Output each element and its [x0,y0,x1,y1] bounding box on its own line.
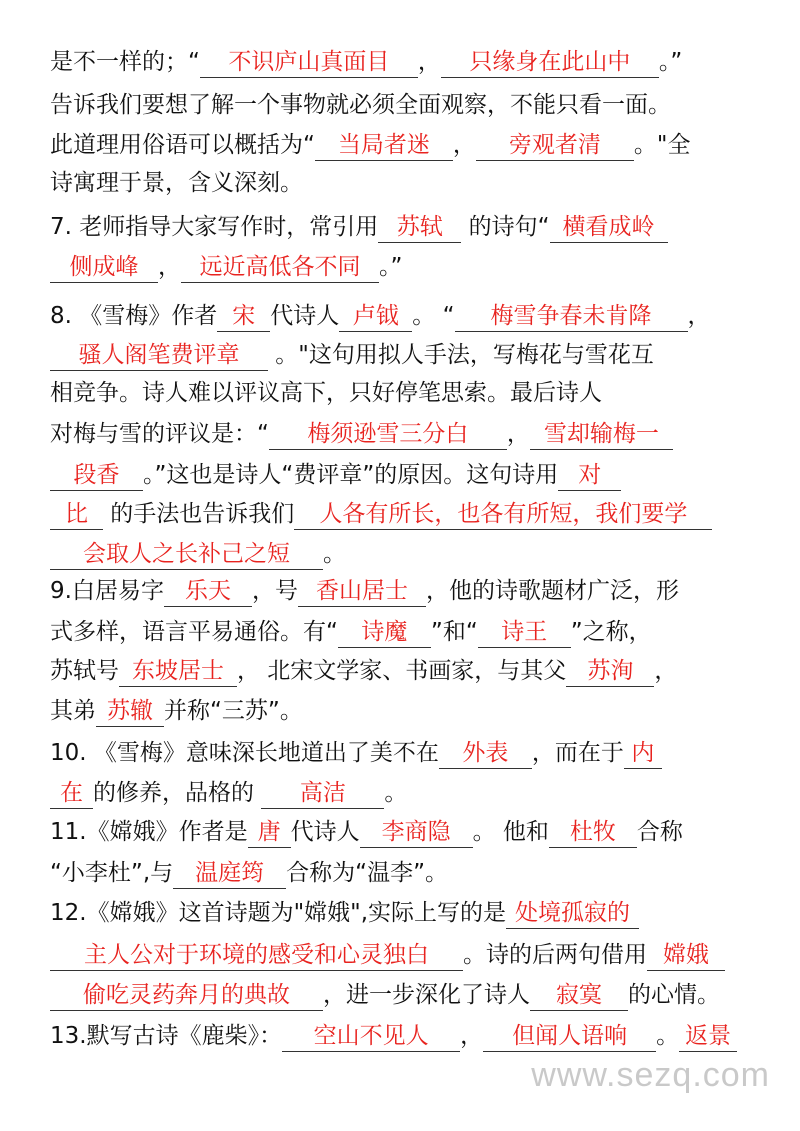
question-text: ”之称， [570,619,652,645]
question-text: 的修养，品格的 [93,780,262,806]
answer-blank: 诗魔 [338,617,431,648]
question-text: 的诗句“ [461,214,550,240]
answer-blank: 唐 [248,817,291,848]
question-text: 。 [384,780,408,806]
text-line [50,534,760,574]
question-text: 7. 老师指导大家写作时，常引用 [50,214,379,240]
question-text: 9.白居易字 [50,578,164,604]
answer-blank: 在 [50,778,93,809]
answer-blank: 旁观者清 [476,130,634,161]
answer-blank: 梅须逊雪三分白 [269,419,507,450]
text-line [50,612,760,652]
text-line [50,42,760,82]
text-line [50,1016,760,1056]
text-line [50,163,760,203]
question-text: 合称 [636,819,683,845]
text-line [50,733,760,773]
answer-blank: 苏洵 [566,656,654,687]
text-line [50,335,760,375]
text-line [50,812,760,852]
question-text: ， [460,1023,484,1049]
answer-blank: 偷吃灵药奔月的典故 [50,980,323,1011]
question-text: ， [158,254,181,280]
question-text: ，进一步深化了诗人 [323,982,530,1008]
text-line [50,691,760,731]
answer-blank: 梅雪争春未肯降 [455,301,688,332]
question-text: 式多样，语言平易通俗。有“ [50,619,338,645]
question-text: 是不一样的；“ [50,49,200,75]
question-text: ， [687,303,711,329]
text-line [50,85,760,125]
text-line [50,893,760,933]
text-line [50,935,760,975]
question-text: 。 他和 [472,819,549,845]
answer-blank: 比 [50,499,103,530]
question-text: 对梅与雪的评议是：“ [50,421,269,447]
answer-blank: 宋 [217,301,270,332]
answer-blank: 只缘身在此山中 [441,47,659,78]
question-text: 的手法也告诉我们 [103,501,295,527]
answer-blank: 对 [558,460,621,491]
question-text: 其弟 [50,698,96,724]
question-text: 。 [323,541,346,567]
question-text: 12.《嫦娥》这首诗题为"嫦娥",实际上写的是 [50,900,507,926]
answer-blank: 嫦娥 [647,940,725,971]
answer-blank: 人各有所长，也各有所短，我们要学 [294,499,712,530]
question-text: ， [506,421,530,447]
answer-blank: 温庭筠 [173,858,286,889]
answer-blank: 寂寞 [530,980,628,1011]
answer-blank: 苏辙 [96,696,164,727]
text-line [50,373,760,413]
question-text: ， [417,49,441,75]
answer-blank: 但闻人语响 [483,1021,656,1052]
text-line [50,494,760,534]
question-text: ， [654,658,678,684]
question-text: ， 北宋文学家、书画家，与其父 [237,658,567,684]
text-line [50,651,760,691]
question-text: “小李杜”,与 [50,860,174,886]
text-line [50,207,760,247]
question-text: 合称为“温李”。 [286,860,448,886]
question-text: ，号 [251,578,298,604]
question-text: 并称“三苏”。 [164,698,303,724]
question-text: 。” [658,49,683,75]
question-text: 代诗人 [270,303,340,329]
answer-blank: 杜牧 [549,817,637,848]
answer-blank: 雪却输梅一 [530,419,673,450]
text-line [50,773,760,813]
answer-blank: 乐天 [164,576,252,607]
answer-blank: 东坡居士 [119,656,237,687]
answer-blank: 卢钺 [339,301,412,332]
question-text: 代诗人 [290,819,360,845]
answer-blank: 高洁 [261,778,384,809]
answer-blank: 诗王 [478,617,571,648]
answer-blank: 侧成峰 [50,252,158,283]
answer-blank: 当局者迷 [315,130,453,161]
text-line [50,247,760,287]
question-text: 。"全 [633,132,691,158]
question-text: 此道理用俗语可以概括为“ [50,132,315,158]
answer-blank: 主人公对于环境的感受和心灵独白 [50,940,463,971]
question-text: 11.《嫦娥》作者是 [50,819,248,845]
answer-blank: 远近高低各不同 [181,252,379,283]
text-line [50,296,760,336]
answer-blank: 会取人之长补己之短 [50,539,323,570]
answer-blank: 不识庐山真面目 [200,47,418,78]
question-text: 。诗的后两句借用 [463,942,647,968]
answer-blank: 返景 [679,1021,737,1052]
site-watermark: www.sezq.com [531,1056,770,1094]
answer-blank: 段香 [50,460,143,491]
question-text: ， [452,132,476,158]
answer-blank: 骚人阁笔费评章 [50,340,268,371]
answer-blank: 空山不见人 [282,1021,460,1052]
answer-blank: 处境孤寂的 [506,898,639,929]
question-text: 。 [656,1023,680,1049]
question-text: ，他的诗歌题材广泛，形 [425,578,679,604]
text-line [50,125,760,165]
answer-blank: 香山居士 [298,576,426,607]
answer-blank: 横看成岭 [550,212,668,243]
question-text: ”和“ [430,619,478,645]
question-text: 诗寓理于景，含义深刻。 [50,170,303,196]
text-line [50,414,760,454]
question-text: 13.默写古诗《鹿柴》： [50,1023,283,1049]
text-line [50,975,760,1015]
question-text: 8. 《雪梅》作者 [50,303,218,329]
answer-blank: 李商隐 [360,817,473,848]
question-text: 。"这句用拟人手法，写梅花与雪花互 [268,342,654,368]
question-text: 。 “ [412,303,455,329]
question-text: 。” [379,254,403,280]
answer-blank: 内 [624,738,662,769]
answer-blank: 外表 [439,738,532,769]
text-line [50,853,760,893]
question-text: 相竞争。诗人难以评议高下，只好停笔思索。最后诗人 [50,380,602,406]
answer-blank: 苏轼 [378,212,461,243]
text-line [50,455,760,495]
question-text: 苏轼号 [50,658,119,684]
question-text: 的心情。 [628,982,720,1008]
question-text: ，而在于 [531,740,624,766]
text-line [50,571,760,611]
question-text: 告诉我们要想了解一个事物就必须全面观察，不能只看一面。 [50,92,671,118]
question-text: 。”这也是诗人“费评章”的原因。这句诗用 [143,462,559,488]
question-text: 10. 《雪梅》意味深长地道出了美不在 [50,740,439,766]
